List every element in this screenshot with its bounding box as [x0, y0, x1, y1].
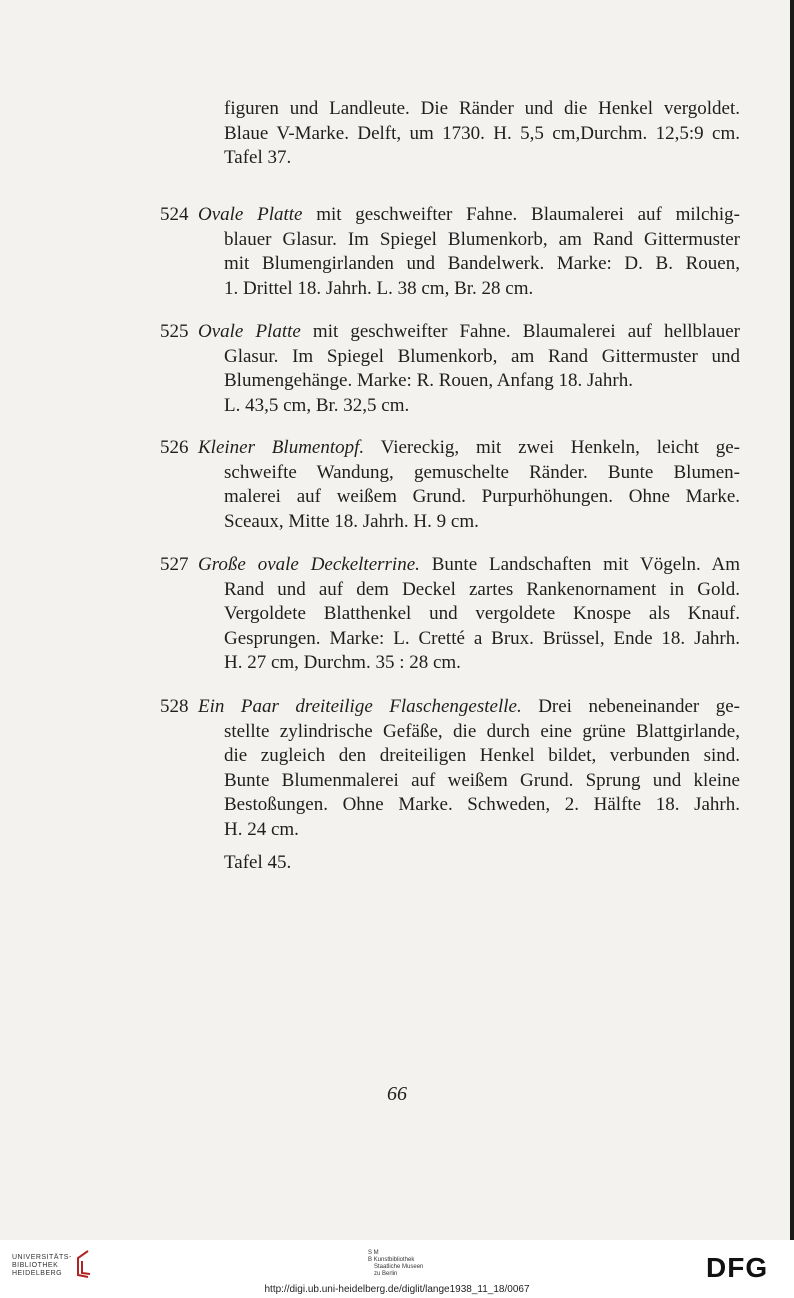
catalog-entry-527	[160, 553, 740, 676]
text-line: schweifte Wandung, gemuschelte Ränder. Bunte Blumen-	[224, 461, 740, 483]
text-line: figuren und Landleute. Die Ränder und die Henkel vergoldet.	[224, 98, 740, 119]
plate-reference: Tafel 45.	[224, 851, 292, 873]
university-library-logo-text[interactable]	[12, 1254, 72, 1278]
entry-text: mit geschweifter Fahne. Blaumalerei auf hellblauer	[312, 321, 740, 342]
entry-number: 527	[160, 554, 189, 575]
logo-line: Staatliche Museen	[374, 1264, 424, 1270]
text-line: Bestoßungen. Ohne Marke. Schweden, 2. Hälfte 18. Jahrh.	[224, 794, 740, 816]
text-line: Bunte Blumenmalerei auf weißem Grund. Sprung und kleine	[224, 769, 740, 791]
entry-title: Große ovale Deckelterrine.	[198, 554, 420, 575]
kunstbibliothek-logo[interactable]	[368, 1250, 423, 1278]
source-url[interactable]: http://digi.ub.uni-heidelberg.de/diglit/lange1938_11_18/0067	[264, 1284, 530, 1295]
entry-number: 528	[160, 696, 189, 717]
dfg-logo[interactable]: DFG	[706, 1252, 769, 1283]
entry-number: 526	[160, 437, 189, 458]
entry-first-line	[160, 553, 740, 578]
entry-text: Viereckig, mit zwei Henkeln, leicht ge-	[380, 437, 740, 458]
text-line: Blaue V-Marke. Delft, um 1730. H. 5,5 cm,Durchm. 12,5:9 cm.	[224, 122, 740, 144]
entry-first-line	[160, 436, 740, 461]
entry-title: Kleiner Blumentopf.	[198, 437, 365, 458]
page-number: 66	[387, 1083, 407, 1105]
entry-title: Ovale Platte	[198, 321, 301, 342]
catalog-entry-524	[160, 203, 740, 301]
text-line: H. 27 cm, Durchm. 35 : 28 cm.	[224, 652, 461, 674]
text-line: Vergoldete Blatthenkel und vergoldete Knospe als Knauf.	[224, 603, 740, 625]
entry-title: Ein Paar dreiteilige Flaschengestelle.	[198, 696, 522, 717]
university-logo-icon[interactable]	[74, 1249, 94, 1279]
text-line: Rand und auf dem Deckel zartes Rankenornament in Gold.	[224, 578, 740, 600]
text-line: L. 43,5 cm, Br. 32,5 cm.	[224, 394, 410, 416]
catalog-entry-528	[160, 695, 740, 875]
text-line: blauer Glasur. Im Spiegel Blumenkorb, am Rand Gittermuster	[224, 228, 740, 250]
text-line: Glasur. Im Spiegel Blumenkorb, am Rand Gittermuster und	[224, 345, 740, 367]
text-line: Blumengehänge. Marke: R. Rouen, Anfang 18. Jahrh.	[224, 370, 633, 392]
entry-first-line	[160, 203, 740, 228]
text-line: stellte zylindrische Gefäße, die durch eine grüne Blattgirlande,	[224, 720, 740, 742]
text-line: H. 24 cm.	[224, 818, 299, 840]
logo-line: BIBLIOTHEK	[12, 1262, 59, 1269]
catalog-entry-526	[160, 436, 740, 534]
entry-title: Ovale Platte	[198, 204, 303, 225]
entry-first-line	[160, 320, 740, 345]
logo-line: zu Berlin	[374, 1271, 398, 1277]
entry-number: 525	[160, 321, 189, 342]
page-edge	[790, 0, 794, 1240]
entry-text: Drei nebeneinander ge-	[538, 696, 740, 717]
text-line: mit Blumengirlanden und Bandelwerk. Marke: D. B. Rouen,	[224, 253, 740, 275]
text-line: Sceaux, Mitte 18. Jahrh. H. 9 cm.	[224, 510, 479, 532]
logo-line: S M	[368, 1250, 379, 1256]
entry-text: Bunte Landschaften mit Vögeln. Am	[431, 554, 740, 575]
text-line: Gesprungen. Marke: L. Cretté a Brux. Brüssel, Ende 18. Jahrh.	[224, 627, 740, 649]
entry-number: 524	[160, 204, 189, 225]
logo-line: UNIVERSITÄTS-	[12, 1254, 72, 1261]
entry-text: mit geschweifter Fahne. Blaumalerei auf milchig-	[316, 204, 740, 225]
text-line: 1. Drittel 18. Jahrh. L. 38 cm, Br. 28 cm.	[224, 277, 534, 299]
text-line: die zugleich den dreiteiligen Henkel bildet, verbunden sind.	[224, 745, 740, 767]
text-line: malerei auf weißem Grund. Purpurhöhungen. Ohne Marke.	[224, 486, 740, 508]
catalog-entry-525	[160, 320, 740, 418]
intro-block	[160, 97, 740, 171]
entry-first-line	[160, 695, 740, 720]
logo-line: B Kunstbibliothek	[368, 1257, 415, 1263]
text-line: Tafel 37.	[224, 147, 292, 169]
logo-line: HEIDELBERG	[12, 1270, 63, 1277]
